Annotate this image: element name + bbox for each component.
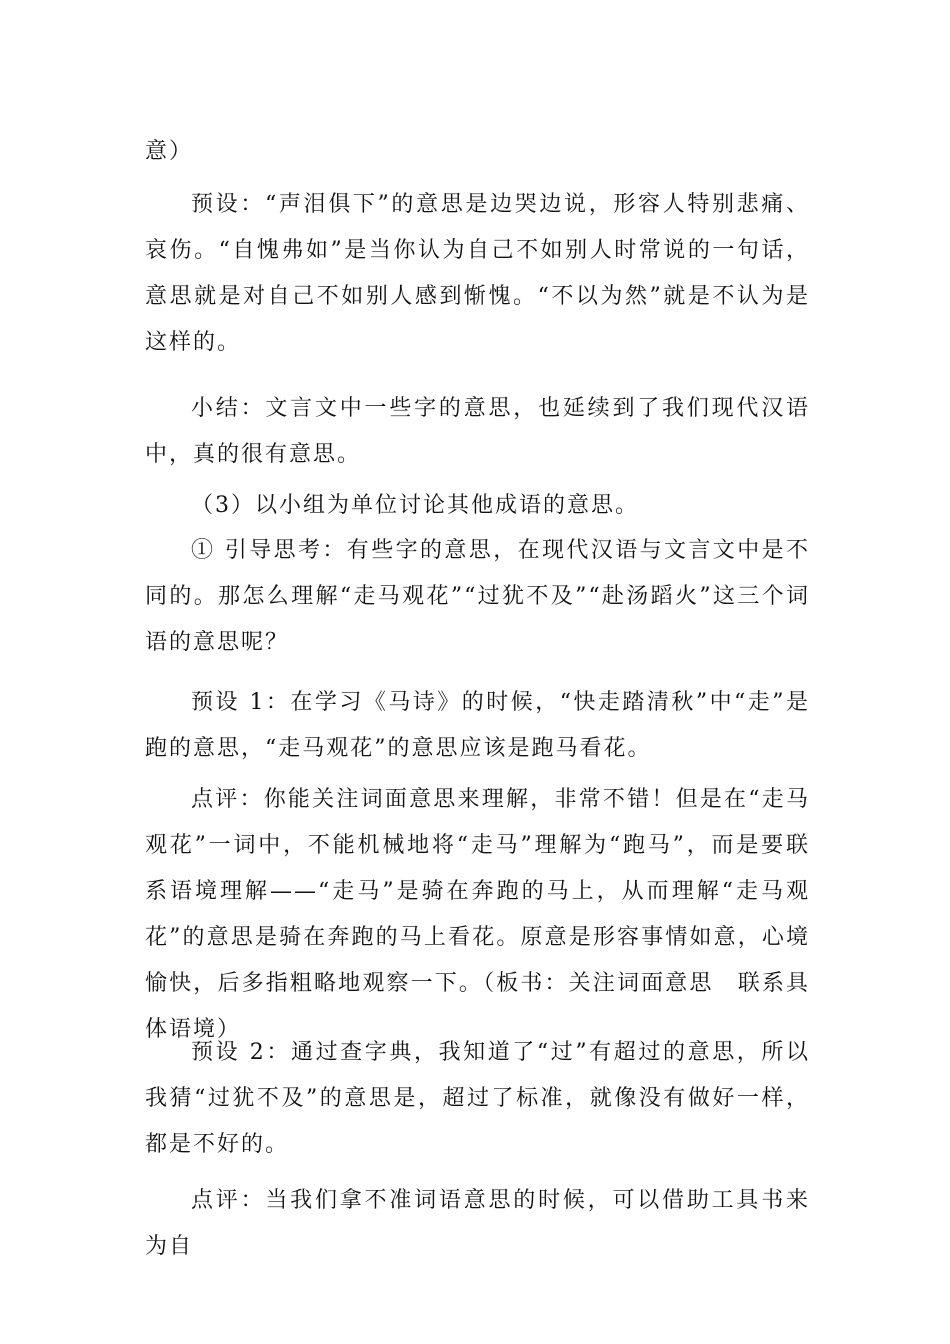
paragraph-comment-2: 点评：当我们拿不准词语意思的时候，可以借助工具书来为自 xyxy=(145,1188,810,1259)
paragraph-preset-2: 预设 2：通过查字典，我知道了“过”有超过的意思，所以我猜“过犹不及”的意思是，超过了标准，就像没有做好一样，都是不好的。 xyxy=(145,1040,810,1157)
paragraph-continuation: 意） xyxy=(145,139,194,164)
paragraph-guided-thinking: ① 引导思考：有些字的意思，在现代汉语与文言文中是不同的。那怎么理解“走马观花”“过犹不及”“赴汤蹈火”这三个词语的意思呢？ xyxy=(145,538,810,655)
paragraph-preset-idioms: 预设：“声泪俱下”的意思是边哭边说，形容人特别悲痛、哀伤。“自愧弗如”是当你认为自己不如别人时常说的一句话，意思就是对自己不如别人感到惭愧。“不以为然”就是不认为是这样的。 xyxy=(145,192,810,355)
paragraph-comment-1: 点评：你能关注词面意思来理解，非常不错！但是在“走马观花”一词中，不能机械地将“走马”理解为“跑马”，而是要联系语境理解——“走马”是骑在奔跑的马上，从而理解“走马观花”的意思是骑在奔跑的马上看花。原意是形容事情如意，心境愉快，后多指粗略地观察一下。（板书：关注词面意思 联系具体语境） xyxy=(145,787,810,1042)
paragraph-step-3: （3）以小组为单位讨论其他成语的意思。 xyxy=(191,493,639,518)
paragraph-summary: 小结：文言文中一些字的意思，也延续到了我们现代汉语中，真的很有意思。 xyxy=(145,396,810,467)
paragraph-preset-1: 预设 1：在学习《马诗》的时候，“快走踏清秋”中“走”是跑的意思，“走马观花”的意思应该是跑马看花。 xyxy=(145,690,810,761)
